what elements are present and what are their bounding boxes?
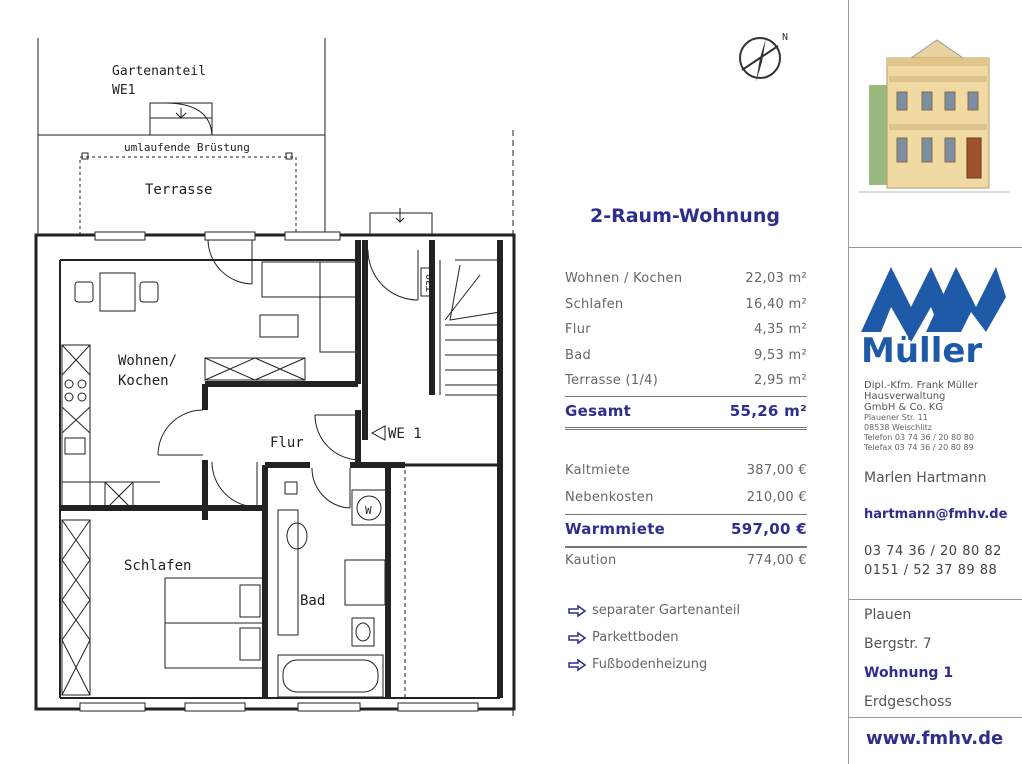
location-floor: Erdgeschoss [864,694,952,710]
feature-label: Parkettboden [592,630,679,645]
area-total-row [565,396,807,430]
balustrade-label: umlaufende Brüstung [124,141,250,154]
living-room-label: Wohnen/ [118,353,178,369]
location-city: Plauen [864,607,912,623]
location-street: Bergstr. 7 [864,636,932,652]
area-label: Bad [565,347,592,363]
area-label: Schlafen [565,296,624,312]
contact-phone-1: 03 74 36 / 20 80 82 [864,544,1002,559]
sidebar [848,0,1021,764]
feature-item [568,597,740,624]
area-row [565,294,807,320]
location-section [849,600,1022,718]
warm-rent-value: 597,00 € [731,520,807,538]
company-phone: Telefon 03 74 36 / 20 80 80 [864,433,974,442]
cost-row [565,486,807,513]
deposit-row [565,549,807,576]
warm-rent-label: Warmmiete [565,520,666,538]
hall-label: Flur [270,435,304,451]
arrow-right-icon [568,632,586,644]
garden-label: Gartenanteil [112,64,206,79]
cost-label: Kaltmiete [565,463,631,478]
cost-row [565,459,807,486]
logo-text: Müller [861,331,983,371]
company-name-line3: GmbH & Co. KG [864,402,944,413]
cost-value: 387,00 € [746,463,807,478]
company-name-line1: Dipl.-Kfm. Frank Müller [864,380,978,391]
bath-label: Bad [300,593,326,609]
area-value: 2,95 m² [753,373,807,388]
terrace-label: Terrasse [145,182,213,198]
company-section [849,248,1022,600]
total-label: Gesamt [565,401,632,420]
company-street: Plauener Str. 11 [864,413,928,422]
entrance-label: WE 1 [388,426,422,442]
cost-value: 210,00 € [746,490,807,505]
company-address [864,380,978,453]
area-value: 22,03 m² [745,271,807,286]
area-value: 9,53 m² [753,347,807,363]
fire-door-label: T30 [425,273,436,292]
area-label: Wohnen / Kochen [565,271,683,286]
cost-label: Nebenkosten [565,490,654,505]
total-value: 55,26 m² [729,401,807,420]
company-city: 08538 Weischlitz [864,423,932,432]
contact-phone-2: 0151 / 52 37 89 88 [864,563,998,578]
building-image [849,0,1022,248]
area-row [565,370,807,396]
area-value: 4,35 m² [753,322,807,337]
arrow-right-icon [568,659,586,671]
website-link[interactable]: www.fmhv.de [866,728,1004,749]
arrow-right-icon [568,605,586,617]
apartment-info-panel [560,0,848,764]
area-label: Terrasse (1/4) [565,373,659,388]
kitchen-label: Kochen [118,373,169,389]
cost-table [565,459,807,576]
company-name-line2: Hausverwaltung [864,391,946,402]
area-row [565,345,807,371]
feature-item [568,624,740,651]
feature-label: separater Gartenanteil [592,603,741,618]
entrance-arrow-icon [372,426,385,440]
feature-list [568,597,740,678]
area-value: 16,40 m² [745,296,807,312]
garden-unit-label: WE1 [112,83,136,98]
contact-name: Marlen Hartmann [864,470,987,486]
svg-text:N: N [782,32,789,43]
area-table [565,268,807,430]
feature-label: Fußbodenheizung [592,657,708,672]
deposit-label: Kaution [565,553,617,568]
washer-label: W [365,504,372,517]
area-row [565,319,807,345]
contact-phones [864,542,1002,580]
area-row [565,268,807,294]
warm-rent-row [565,515,807,546]
location-unit: Wohnung 1 [864,665,954,681]
apartment-title: 2-Raum-Wohnung [590,205,780,227]
bedroom-label: Schlafen [124,558,192,574]
deposit-value: 774,00 € [746,553,807,568]
contact-email-link[interactable]: hartmann@fmhv.de [864,507,1008,522]
building-illustration-section [849,0,1022,248]
area-label: Flur [565,322,591,337]
feature-item [568,651,740,678]
company-fax: Telefax 03 74 36 / 20 80 89 [864,443,974,452]
company-logo [861,262,1021,380]
